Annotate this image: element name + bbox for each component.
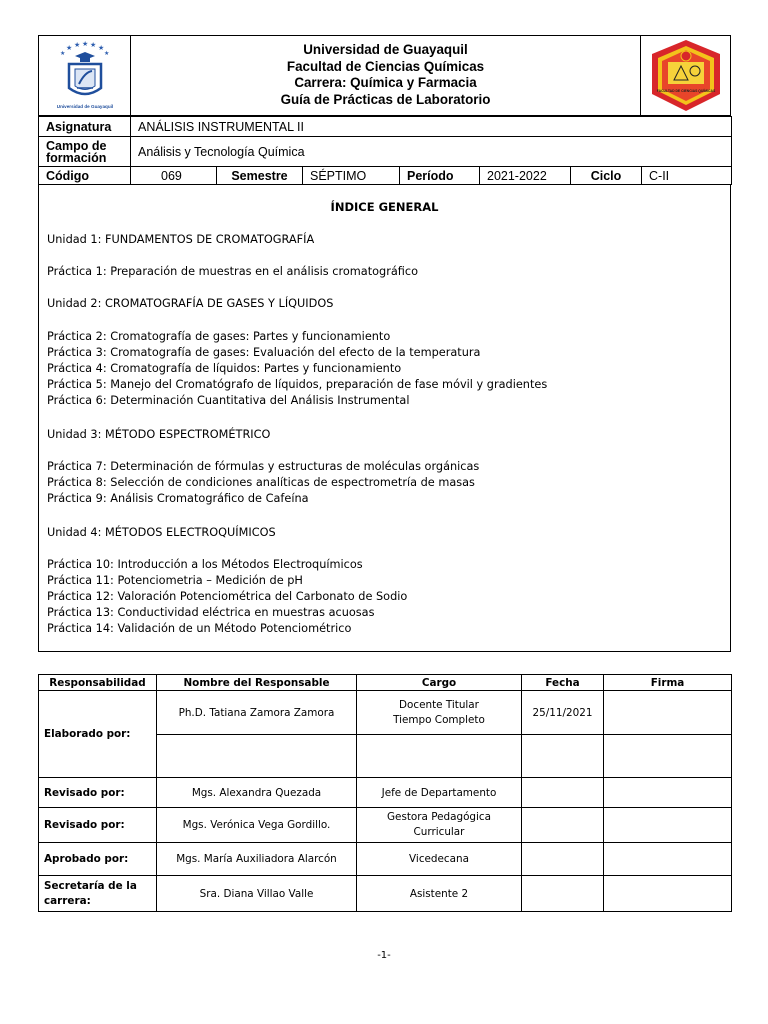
index-unit-2: Unidad 2: CROMATOGRAFÍA DE GASES Y LÍQUIDOS [47, 297, 334, 310]
index-practice-7: Práctica 7: Determinación de fórmulas y estructuras de moléculas orgánicas [47, 460, 480, 473]
revisado2-cargo-line-1: Gestora Pedagógica [387, 811, 491, 823]
ciclo-label: Ciclo [571, 167, 642, 185]
header-responsabilidad: Responsabilidad [39, 675, 157, 691]
periodo-label: Período [400, 167, 480, 185]
document-header [38, 35, 731, 116]
university-logo-caption: Universidad de Guayaquil [56, 104, 114, 109]
secretaria-name: Sra. Diana Villao Valle [157, 876, 357, 912]
index-unit-3: Unidad 3: MÉTODO ESPECTROMÉTRICO [47, 428, 271, 441]
table-row [39, 778, 732, 808]
revisado1-name: Mgs. Alexandra Quezada [157, 778, 357, 808]
semestre-label: Semestre [217, 167, 303, 185]
revisado2-fecha [522, 808, 604, 843]
asignatura-value: ANÁLISIS INSTRUMENTAL II [131, 117, 732, 137]
aprobado-cargo: Vicedecana [357, 843, 522, 876]
secretaria-fecha [522, 876, 604, 912]
elaborado-fecha: 25/11/2021 [522, 691, 604, 735]
index-practice-8: Práctica 8: Selección de condiciones analíticas de espectrometría de masas [47, 476, 475, 489]
index-practice-6: Práctica 6: Determinación Cuantitativa del Análisis Instrumental [47, 394, 410, 407]
index-practice-11: Práctica 11: Potenciometria – Medición de pH [47, 574, 303, 587]
faculty-logo [640, 36, 730, 115]
course-info-table [38, 116, 732, 185]
secretaria-cargo: Asistente 2 [357, 876, 522, 912]
svg-text:★: ★ [98, 44, 105, 52]
general-index [38, 185, 731, 652]
index-practice-1: Práctica 1: Preparación de muestras en el análisis cromatográfico [47, 265, 419, 278]
elaborado-name: Ph.D. Tatiana Zamora Zamora [157, 691, 357, 735]
elaborado-fecha-extra [522, 735, 604, 778]
elaborado-firma-extra [604, 735, 732, 778]
document-page [38, 35, 731, 912]
revisado1-cargo: Jefe de Departamento [357, 778, 522, 808]
table-row [39, 808, 732, 843]
campo-value: Análisis y Tecnología Química [131, 137, 732, 167]
codigo-value: 069 [131, 167, 217, 185]
campo-row [39, 137, 732, 167]
svg-text:★: ★ [82, 40, 89, 48]
index-practice-2: Práctica 2: Cromatografía de gases: Partes y funcionamiento [47, 330, 391, 343]
university-logo [39, 36, 131, 115]
svg-text:★: ★ [66, 44, 73, 52]
header-firma: Firma [604, 675, 732, 691]
faculty-name: Facultad de Ciencias Químicas [286, 58, 485, 74]
ciclo-value: C-II [642, 167, 732, 185]
responsibility-header-row [39, 675, 732, 691]
codigo-row [39, 167, 732, 185]
faculty-shield-icon [641, 36, 731, 115]
index-practice-3: Práctica 3: Cromatografía de gases: Evaluación del efecto de la temperatura [47, 346, 481, 359]
revisado1-fecha [522, 778, 604, 808]
career-name: Carrera: Química y Farmacia [294, 75, 477, 90]
table-row [39, 876, 732, 912]
elaborado-name-extra [157, 735, 357, 778]
aprobado-firma [604, 843, 732, 876]
revisado1-firma [604, 778, 732, 808]
elaborado-firma [604, 691, 732, 735]
header-titles [131, 42, 640, 108]
secretaria-label-line-2: carrera: [44, 894, 91, 907]
aprobado-name: Mgs. María Auxiliadora Alarcón [157, 843, 357, 876]
index-title: ÍNDICE GENERAL [330, 200, 439, 214]
elaborado-cargo-extra [357, 735, 522, 778]
elaborado-cargo-line-2: Tiempo Completo [393, 713, 485, 726]
revisado2-label: Revisado por: [39, 808, 157, 843]
periodo-value: 2021-2022 [480, 167, 571, 185]
svg-text:★: ★ [60, 50, 66, 57]
asignatura-row [39, 117, 732, 137]
elaborado-cargo [357, 691, 522, 735]
page-number: -1- [377, 950, 391, 961]
campo-label: Campo de formación [39, 137, 131, 167]
revisado2-cargo [357, 808, 522, 843]
header-cargo: Cargo [357, 675, 522, 691]
svg-text:★: ★ [104, 50, 110, 57]
faculty-logo-caption: FACULTAD DE CIENCIAS QUÍMICAS [656, 89, 716, 93]
svg-text:★: ★ [74, 41, 81, 49]
aprobado-label: Aprobado por: [39, 843, 157, 876]
elaborado-cargo-line-1: Docente Titular [399, 698, 479, 711]
university-name: Universidad de Guayaquil [303, 42, 468, 57]
index-practice-14: Práctica 14: Validación de un Método Potenciométrico [47, 622, 352, 635]
index-unit-4: Unidad 4: MÉTODOS ELECTROQUÍMICOS [47, 526, 276, 539]
header-nombre: Nombre del Responsable [157, 675, 357, 691]
secretaria-label [39, 876, 157, 912]
index-practice-13: Práctica 13: Conductividad eléctrica en muestras acuosas [47, 606, 375, 619]
aprobado-fecha [522, 843, 604, 876]
table-row [39, 843, 732, 876]
secretaria-firma [604, 876, 732, 912]
index-practice-10: Práctica 10: Introducción a los Métodos Electroquímicos [47, 558, 363, 571]
codigo-label: Código [39, 167, 131, 185]
header-fecha: Fecha [522, 675, 604, 691]
university-logo-icon [39, 36, 131, 115]
revisado1-label: Revisado por: [39, 778, 157, 808]
guide-title: Guía de Prácticas de Laboratorio [280, 91, 491, 107]
responsibility-table [38, 674, 732, 912]
index-practice-12: Práctica 12: Valoración Potenciométrica del Carbonato de Sodio [47, 590, 408, 603]
secretaria-label-line-1: Secretaría de la [44, 879, 137, 892]
asignatura-label: Asignatura [39, 117, 131, 137]
revisado2-name: Mgs. Verónica Vega Gordillo. [157, 808, 357, 843]
table-row [39, 691, 732, 735]
index-practice-5: Práctica 5: Manejo del Cromatógrafo de líquidos, preparación de fase móvil y gradientes [47, 378, 548, 391]
index-practice-9: Práctica 9: Análisis Cromatográfico de Cafeína [47, 492, 309, 505]
semestre-value: SÉPTIMO [303, 167, 400, 185]
index-practice-4: Práctica 4: Cromatografía de líquidos: Partes y funcionamiento [47, 362, 402, 375]
revisado2-cargo-line-2: Curricular [413, 826, 465, 838]
elaborado-label: Elaborado por: [39, 691, 157, 778]
revisado2-firma [604, 808, 732, 843]
svg-text:★: ★ [90, 41, 97, 49]
index-unit-1: Unidad 1: FUNDAMENTOS DE CROMATOGRAFÍA [47, 233, 315, 246]
